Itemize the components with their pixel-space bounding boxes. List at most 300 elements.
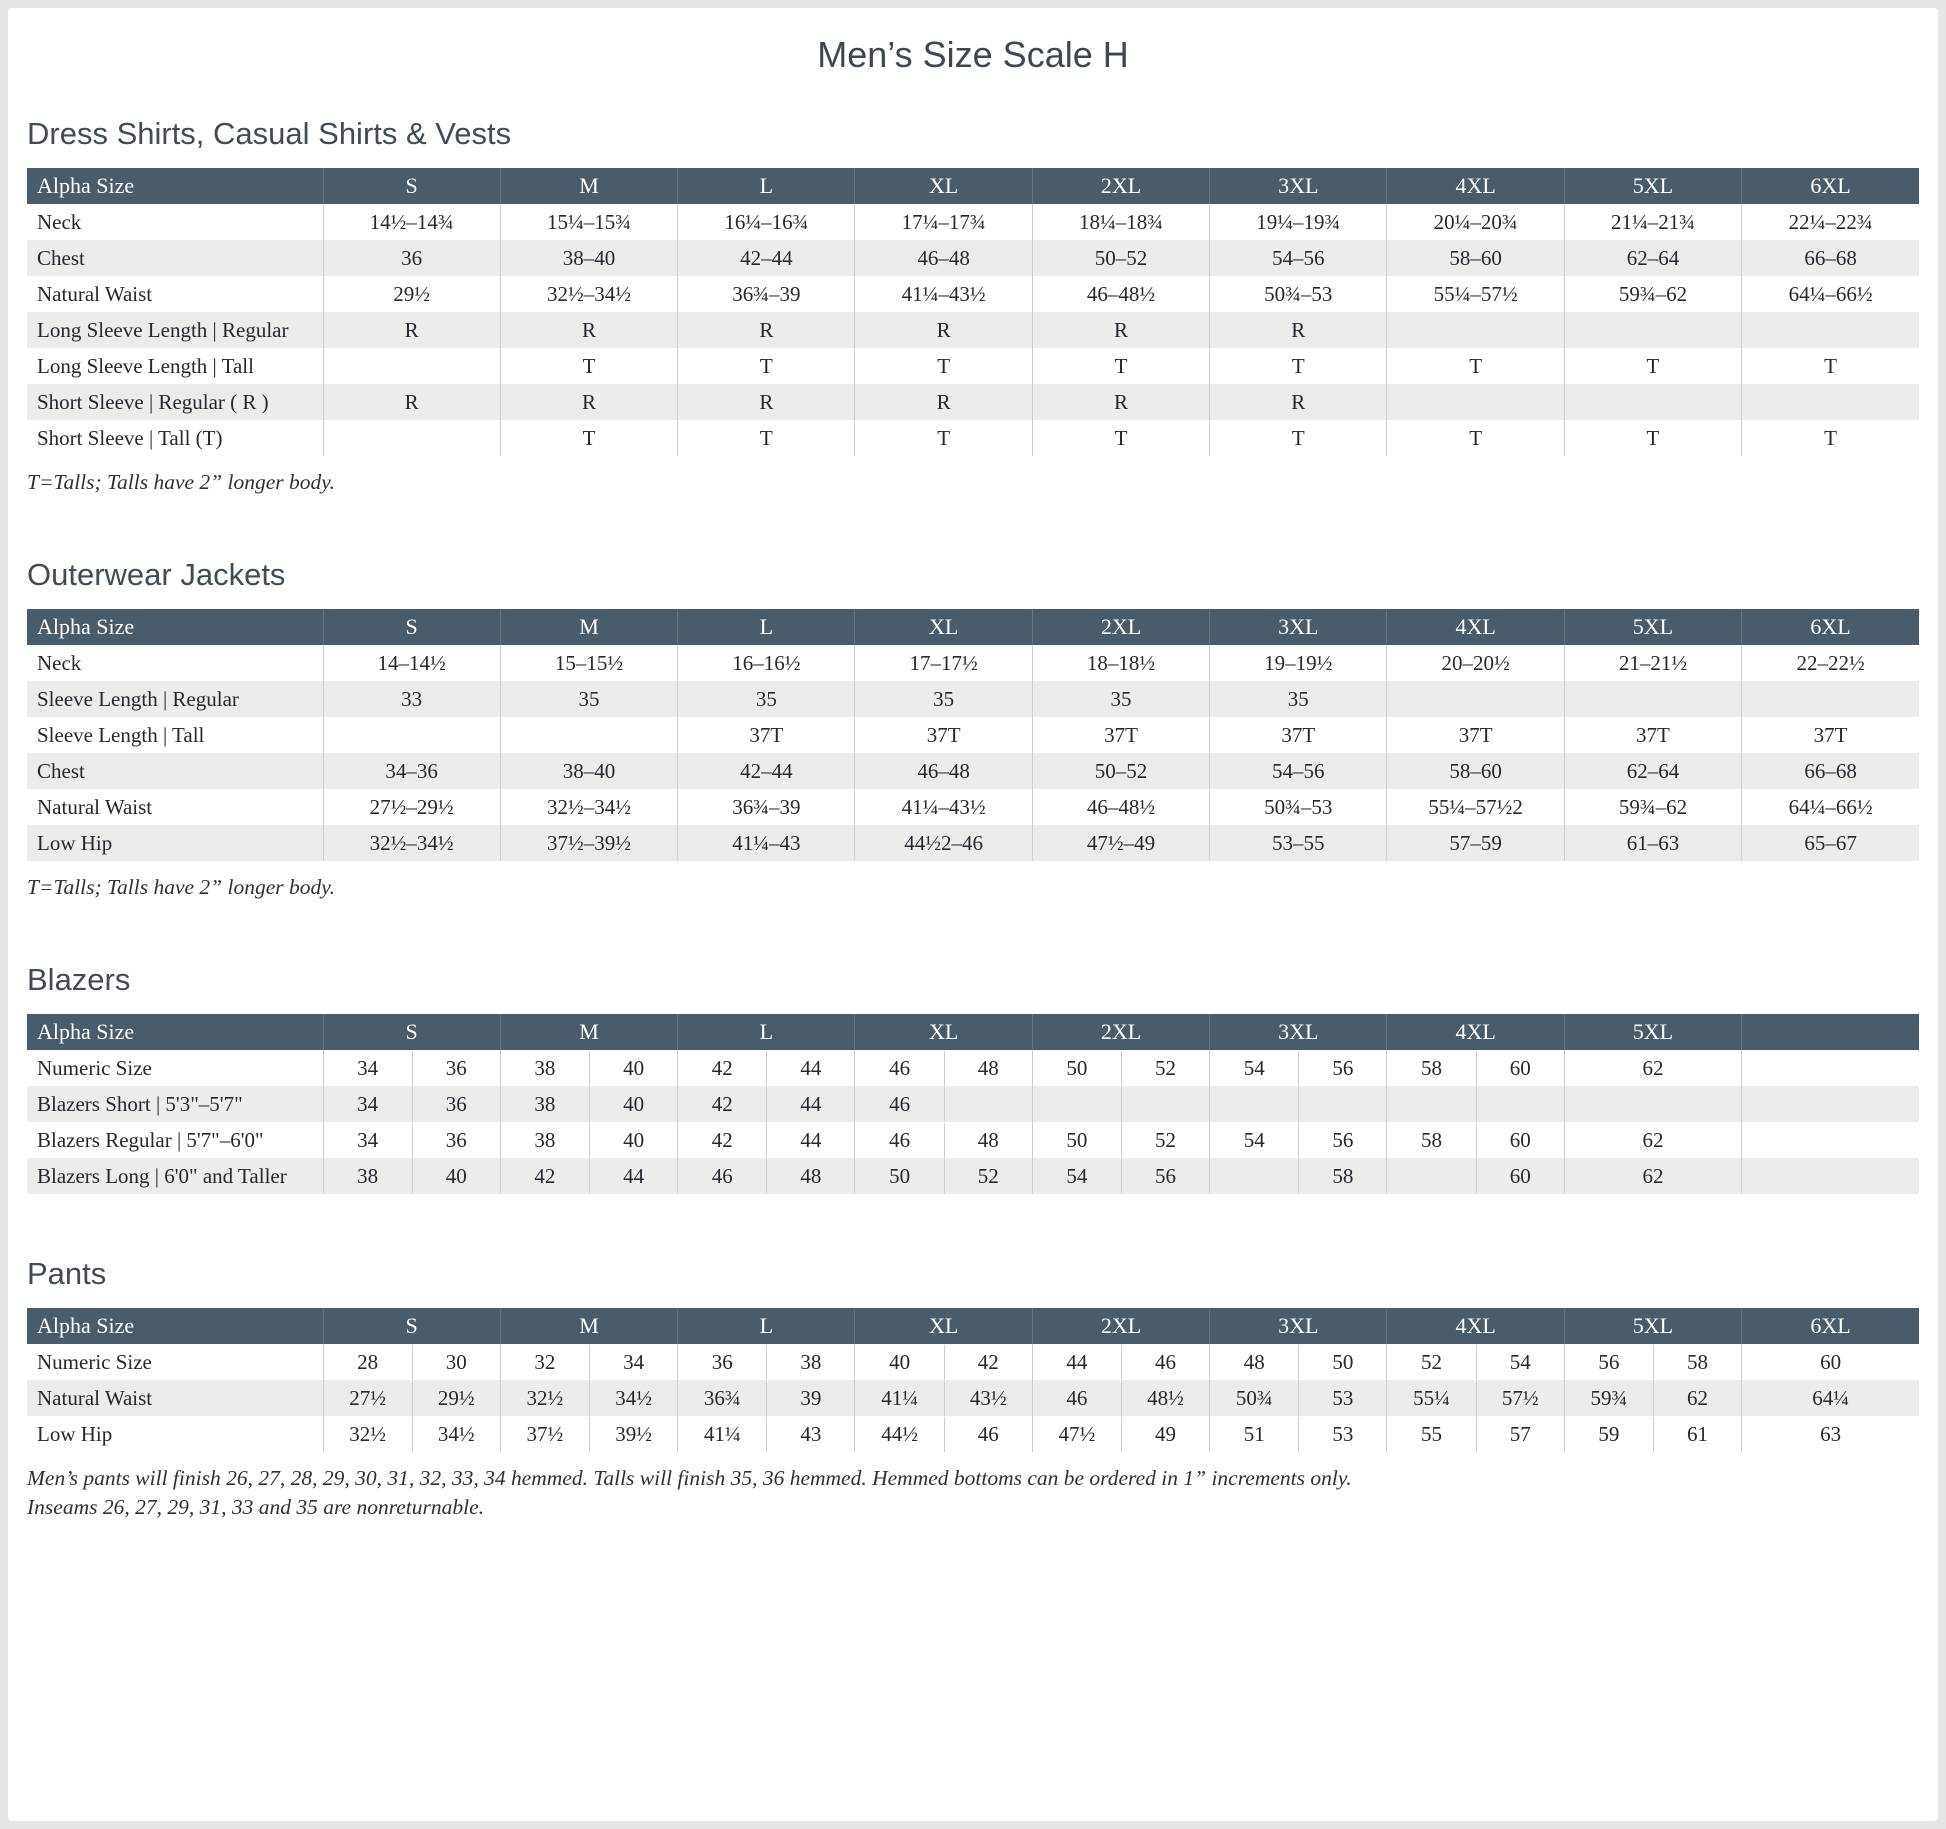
size-value: 36¾ (703, 1385, 741, 1410)
column-header-xl: XL (855, 1308, 1032, 1344)
size-cell (1210, 1416, 1387, 1452)
size-cell: 59¾–62 (1564, 276, 1741, 312)
size-cell (678, 1344, 855, 1380)
size-value (1210, 1159, 1298, 1194)
size-cell: R (323, 312, 500, 348)
table-header-row (27, 168, 1919, 204)
size-cell: 36¾–39 (678, 276, 855, 312)
size-value: 44 (766, 1123, 854, 1158)
size-cell (1032, 1122, 1209, 1158)
table-note: T=Talls; Talls have 2” longer body. (27, 470, 336, 494)
size-cell (1210, 1086, 1387, 1122)
table-row-low-hip (27, 1416, 1919, 1452)
size-value: 42 (711, 1091, 733, 1116)
size-cell: 59¾–62 (1564, 789, 1741, 825)
size-cell (500, 1086, 677, 1122)
page-title: Men’s Size Scale H (817, 34, 1129, 75)
size-cell: 35 (678, 681, 855, 717)
size-cell (323, 1086, 500, 1122)
size-value (1387, 1159, 1475, 1194)
size-cell (1032, 1050, 1209, 1086)
size-value: 55¼ (1413, 1385, 1450, 1410)
size-cell: 42–44 (678, 240, 855, 276)
size-cell (1210, 1380, 1387, 1416)
size-value: 46 (944, 1417, 1032, 1452)
size-value: 40 (589, 1123, 677, 1158)
size-cell: 36¾–39 (678, 789, 855, 825)
size-value: 48 (944, 1123, 1032, 1158)
size-cell: T (1210, 420, 1387, 456)
size-value: 44½ (881, 1421, 918, 1446)
size-value: 60 (1476, 1123, 1564, 1158)
table-row-neck (27, 204, 1919, 240)
table-row-sleeve-length-tall (27, 717, 1919, 753)
size-value: 38 (766, 1345, 854, 1380)
size-value: 46 (711, 1163, 733, 1188)
size-cell (855, 1416, 1032, 1452)
table-row-blazers-regular-5-7-6-0 (27, 1122, 1919, 1158)
size-cell: T (855, 420, 1032, 456)
size-cell (855, 1122, 1032, 1158)
size-cell: R (500, 312, 677, 348)
size-value: 41¼ (881, 1385, 918, 1410)
size-cell: 47½–49 (1032, 825, 1209, 861)
size-cell: 19–19½ (1210, 645, 1387, 681)
size-value: 50 (1066, 1127, 1088, 1152)
column-header-xl: XL (855, 168, 1032, 204)
size-cell: 14½–14¾ (323, 204, 500, 240)
size-cell (855, 1380, 1032, 1416)
size-value (1476, 1087, 1564, 1122)
size-cell: T (500, 420, 677, 456)
size-cell (323, 1050, 500, 1086)
column-header-2xl: 2XL (1032, 1014, 1209, 1050)
size-cell (500, 717, 677, 753)
size-cell: 32½–34½ (500, 276, 677, 312)
size-value: 60 (1476, 1159, 1564, 1194)
size-cell: 60 (1742, 1344, 1919, 1380)
size-cell (1387, 681, 1564, 717)
size-value: 61 (1653, 1417, 1741, 1452)
row-label: Neck (37, 650, 82, 675)
column-header-l: L (678, 168, 855, 204)
size-cell (1564, 1416, 1741, 1452)
size-cell: 35 (1032, 681, 1209, 717)
size-cell (1387, 1122, 1564, 1158)
column-header-m: M (500, 168, 677, 204)
size-value: 34 (357, 1091, 379, 1116)
size-cell (1210, 1050, 1387, 1086)
row-label: Long Sleeve Length | Tall (37, 353, 254, 378)
size-cell: 35 (1210, 681, 1387, 717)
row-label: Blazers Long | 6'0" and Taller (37, 1163, 287, 1188)
size-cell (678, 1158, 855, 1194)
table-header-row (27, 609, 1919, 645)
size-cell: 62 (1564, 1050, 1741, 1086)
size-cell: 37T (1564, 717, 1741, 753)
size-value (1121, 1087, 1209, 1122)
column-header-s: S (323, 1014, 500, 1050)
size-cell: 62 (1564, 1158, 1741, 1194)
size-cell: 61–63 (1564, 825, 1741, 861)
column-header-6xl: 6XL (1742, 609, 1919, 645)
size-value: 56 (1298, 1051, 1386, 1086)
size-value (944, 1087, 1032, 1122)
table-row-sleeve-length-regular (27, 681, 1919, 717)
column-header-6xl: 6XL (1742, 1308, 1919, 1344)
table-row-chest (27, 240, 1919, 276)
size-cell: R (678, 384, 855, 420)
size-cell (323, 1122, 500, 1158)
size-cell: 22¼–22¾ (1742, 204, 1919, 240)
size-cell (1387, 1344, 1564, 1380)
size-cell: 55¼–57½ (1387, 276, 1564, 312)
size-value: 44 (1066, 1349, 1088, 1374)
size-value: 46 (889, 1127, 911, 1152)
size-table-pants (27, 1308, 1919, 1452)
size-value: 32½ (349, 1421, 386, 1446)
column-header-s: S (323, 609, 500, 645)
size-value: 44 (589, 1159, 677, 1194)
size-cell (1387, 1416, 1564, 1452)
size-cell (678, 1122, 855, 1158)
size-value: 34½ (589, 1381, 677, 1416)
size-cell: 66–68 (1742, 240, 1919, 276)
size-cell: 18–18½ (1032, 645, 1209, 681)
section-heading-dress-shirts-casual-shirts-vests: Dress Shirts, Casual Shirts & Vests (27, 116, 512, 151)
column-header-6xl: 6XL (1742, 168, 1919, 204)
column-header-3xl: 3XL (1210, 609, 1387, 645)
table-row-numeric-size (27, 1344, 1919, 1380)
size-cell: 62–64 (1564, 240, 1741, 276)
size-cell (855, 1050, 1032, 1086)
size-value: 46 (889, 1091, 911, 1116)
size-value: 52 (1121, 1051, 1209, 1086)
size-cell: 38–40 (500, 240, 677, 276)
size-cell (1032, 1344, 1209, 1380)
size-value: 52 (1421, 1349, 1443, 1374)
size-cell: 27½–29½ (323, 789, 500, 825)
size-cell: 64¼–66½ (1742, 789, 1919, 825)
size-cell (1742, 1122, 1919, 1158)
table-note: T=Talls; Talls have 2” longer body. (27, 875, 336, 899)
size-cell: 17–17½ (855, 645, 1032, 681)
row-label: Chest (37, 245, 85, 270)
size-cell: 18¼–18¾ (1032, 204, 1209, 240)
size-value: 51 (1243, 1421, 1265, 1446)
row-label: Sleeve Length | Tall (37, 722, 205, 747)
size-cell: 37T (678, 717, 855, 753)
size-cell: R (678, 312, 855, 348)
column-header-4xl: 4XL (1387, 1308, 1564, 1344)
size-cell: 37½–39½ (500, 825, 677, 861)
size-value: 56 (1298, 1123, 1386, 1158)
size-table-dress-shirts-casual-shirts-vests (27, 168, 1919, 456)
size-value: 48 (766, 1159, 854, 1194)
size-cell (323, 1416, 500, 1452)
size-cell: T (1742, 420, 1919, 456)
size-value: 41¼ (703, 1421, 741, 1446)
size-cell (1742, 681, 1919, 717)
size-value: 58 (1421, 1127, 1443, 1152)
size-value: 34 (589, 1345, 677, 1380)
column-header-5xl: 5XL (1564, 1308, 1741, 1344)
table-note: Men’s pants will finish 26, 27, 28, 29, 30, 31, 32, 33, 34 hemmed. Talls will finish 35, 36 hemmed. Hemmed bottoms can be ordered in 1” increments only. (27, 1466, 1352, 1490)
size-value: 40 (589, 1051, 677, 1086)
size-cell: T (1387, 348, 1564, 384)
size-cell: 15–15½ (500, 645, 677, 681)
size-value: 50 (1298, 1345, 1386, 1380)
size-cell: 37T (1210, 717, 1387, 753)
size-value: 56 (1598, 1349, 1620, 1374)
size-value: 57 (1476, 1417, 1564, 1452)
size-cell: 21–21½ (1564, 645, 1741, 681)
size-value: 59¾ (1590, 1385, 1628, 1410)
size-cell (1564, 1344, 1741, 1380)
size-value: 50 (1066, 1055, 1088, 1080)
size-cell (1564, 1086, 1741, 1122)
size-value: 50 (889, 1163, 911, 1188)
size-cell: 62–64 (1564, 753, 1741, 789)
size-cell: T (1032, 348, 1209, 384)
size-value: 42 (944, 1345, 1032, 1380)
size-value: 43½ (944, 1381, 1032, 1416)
size-cell: 63 (1742, 1416, 1919, 1452)
size-cell (500, 1122, 677, 1158)
size-cell: T (500, 348, 677, 384)
size-cell: 64¼–66½ (1742, 276, 1919, 312)
size-value: 52 (944, 1159, 1032, 1194)
size-cell (500, 1158, 677, 1194)
size-cell: 19¼–19¾ (1210, 204, 1387, 240)
size-cell: 37T (1032, 717, 1209, 753)
column-header-s: S (323, 1308, 500, 1344)
table-row-neck (27, 645, 1919, 681)
size-cell: 37T (855, 717, 1032, 753)
size-value: 58 (1298, 1159, 1386, 1194)
size-value: 39½ (589, 1417, 677, 1452)
size-cell (1387, 1050, 1564, 1086)
table-row-short-sleeve-regular-r (27, 384, 1919, 420)
size-cell: 41¼–43½ (855, 276, 1032, 312)
size-value: 48 (944, 1051, 1032, 1086)
size-value: 49 (1121, 1417, 1209, 1452)
row-label: Numeric Size (37, 1349, 152, 1374)
size-cell: 46–48 (855, 753, 1032, 789)
size-cell: 38–40 (500, 753, 677, 789)
size-value: 28 (357, 1349, 379, 1374)
size-value: 46 (1121, 1345, 1209, 1380)
size-value: 54 (1476, 1345, 1564, 1380)
column-header-s: S (323, 168, 500, 204)
size-value: 59 (1598, 1421, 1620, 1446)
size-cell: 58–60 (1387, 240, 1564, 276)
size-value: 44 (766, 1051, 854, 1086)
size-value: 62 (1653, 1381, 1741, 1416)
size-cell: 46–48½ (1032, 789, 1209, 825)
size-cell: R (500, 384, 677, 420)
size-cell: 20¼–20¾ (1387, 204, 1564, 240)
size-cell: T (678, 348, 855, 384)
size-cell: 46–48 (855, 240, 1032, 276)
size-value: 32½ (526, 1385, 564, 1410)
size-value: 30 (412, 1345, 500, 1380)
row-label: Long Sleeve Length | Regular (37, 317, 289, 342)
size-value: 32 (534, 1349, 556, 1374)
size-cell (500, 1416, 677, 1452)
size-cell: T (1387, 420, 1564, 456)
table-row-blazers-long-6-0-and-taller (27, 1158, 1919, 1194)
size-cell: 66–68 (1742, 753, 1919, 789)
size-value: 47½ (1058, 1421, 1096, 1446)
size-value: 53 (1298, 1381, 1386, 1416)
row-label: Short Sleeve | Regular ( R ) (37, 389, 269, 414)
size-table-blazers (27, 1014, 1919, 1194)
size-cell: 53–55 (1210, 825, 1387, 861)
size-cell (1210, 1122, 1387, 1158)
size-value: 36 (412, 1051, 500, 1086)
size-cell: T (1032, 420, 1209, 456)
size-cell (323, 348, 500, 384)
size-cell (323, 1380, 500, 1416)
size-cell: T (1742, 348, 1919, 384)
table-row-numeric-size (27, 1050, 1919, 1086)
size-value: 48 (1243, 1349, 1265, 1374)
size-value: 55 (1421, 1421, 1443, 1446)
size-cell (855, 1344, 1032, 1380)
size-cell (1032, 1416, 1209, 1452)
size-cell (1387, 384, 1564, 420)
size-cell (1564, 681, 1741, 717)
size-cell: 15¼–15¾ (500, 204, 677, 240)
size-cell: R (1032, 384, 1209, 420)
size-value: 38 (357, 1163, 379, 1188)
size-cell (323, 1158, 500, 1194)
size-cell (1564, 384, 1741, 420)
size-cell: 57–59 (1387, 825, 1564, 861)
size-cell: 33 (323, 681, 500, 717)
size-value (1033, 1087, 1121, 1122)
size-cell: T (1564, 420, 1741, 456)
column-header-l: L (678, 609, 855, 645)
column-header-4xl: 4XL (1387, 1014, 1564, 1050)
size-value: 56 (1121, 1159, 1209, 1194)
column-header-xl: XL (855, 1014, 1032, 1050)
size-cell: R (855, 312, 1032, 348)
size-cell: T (1564, 348, 1741, 384)
size-cell: T (1210, 348, 1387, 384)
size-value: 44 (766, 1087, 854, 1122)
size-table-outerwear-jackets (27, 609, 1919, 861)
column-header-2xl: 2XL (1032, 1308, 1209, 1344)
size-cell (500, 1050, 677, 1086)
row-label: Natural Waist (37, 1385, 153, 1410)
table-row-blazers-short-5-3-5-7 (27, 1086, 1919, 1122)
size-cell: 46–48½ (1032, 276, 1209, 312)
size-cell: 29½ (323, 276, 500, 312)
size-cell: 21¼–21¾ (1564, 204, 1741, 240)
size-value: 53 (1298, 1417, 1386, 1452)
size-cell (1742, 1086, 1919, 1122)
table-row-long-sleeve-length-regular (27, 312, 1919, 348)
column-header-l: L (678, 1014, 855, 1050)
size-value: 46 (889, 1055, 911, 1080)
size-value (1298, 1087, 1386, 1122)
size-value: 50¾ (1235, 1385, 1273, 1410)
size-cell: 16–16½ (678, 645, 855, 681)
size-cell: R (855, 384, 1032, 420)
size-value: 57½ (1476, 1381, 1564, 1416)
size-value: 38 (534, 1091, 556, 1116)
size-value: 29½ (412, 1381, 500, 1416)
table-row-natural-waist (27, 276, 1919, 312)
size-cell: 32½–34½ (323, 825, 500, 861)
section-heading-pants: Pants (27, 1256, 107, 1291)
table-row-natural-waist (27, 1380, 1919, 1416)
size-cell: 20–20½ (1387, 645, 1564, 681)
size-cell (678, 1050, 855, 1086)
row-label: Natural Waist (37, 794, 153, 819)
size-cell (1742, 1050, 1919, 1086)
size-value: 34½ (412, 1417, 500, 1452)
size-cell (1210, 1158, 1387, 1194)
size-value: 43 (766, 1417, 854, 1452)
column-header-3xl: 3XL (1210, 168, 1387, 204)
size-value: 40 (889, 1349, 911, 1374)
row-label: Low Hip (37, 1421, 113, 1446)
size-cell (678, 1086, 855, 1122)
row-label: Neck (37, 209, 82, 234)
size-cell: 32½–34½ (500, 789, 677, 825)
row-label: Natural Waist (37, 281, 153, 306)
column-header-2xl: 2XL (1032, 168, 1209, 204)
size-value: 39 (766, 1381, 854, 1416)
column-header-m: M (500, 1308, 677, 1344)
size-cell: T (678, 420, 855, 456)
size-value: 36 (412, 1123, 500, 1158)
size-cell: 16¼–16¾ (678, 204, 855, 240)
size-cell (1210, 1344, 1387, 1380)
size-value: 58 (1421, 1055, 1443, 1080)
row-label: Numeric Size (37, 1055, 152, 1080)
size-cell: 37T (1742, 717, 1919, 753)
column-header-blank (1742, 1014, 1919, 1050)
size-value: 58 (1653, 1345, 1741, 1380)
size-cell (1387, 1380, 1564, 1416)
column-header-label: Alpha Size (27, 1014, 323, 1050)
size-value: 38 (534, 1127, 556, 1152)
column-header-label: Alpha Size (27, 168, 323, 204)
column-header-m: M (500, 609, 677, 645)
size-cell (1032, 1086, 1209, 1122)
row-label: Low Hip (37, 830, 113, 855)
size-cell: 55¼–57½2 (1387, 789, 1564, 825)
size-cell (1742, 1158, 1919, 1194)
size-cell: 64¼ (1742, 1380, 1919, 1416)
size-value: 34 (357, 1055, 379, 1080)
size-cell: T (855, 348, 1032, 384)
table-row-natural-waist (27, 789, 1919, 825)
sections (8, 116, 1938, 1520)
size-cell (1032, 1158, 1209, 1194)
size-cell: 34–36 (323, 753, 500, 789)
size-cell: 41¼–43½ (855, 789, 1032, 825)
row-label: Sleeve Length | Regular (37, 686, 239, 711)
size-cell (1564, 312, 1741, 348)
size-cell (1742, 312, 1919, 348)
size-value: 36 (412, 1087, 500, 1122)
size-cell (323, 420, 500, 456)
